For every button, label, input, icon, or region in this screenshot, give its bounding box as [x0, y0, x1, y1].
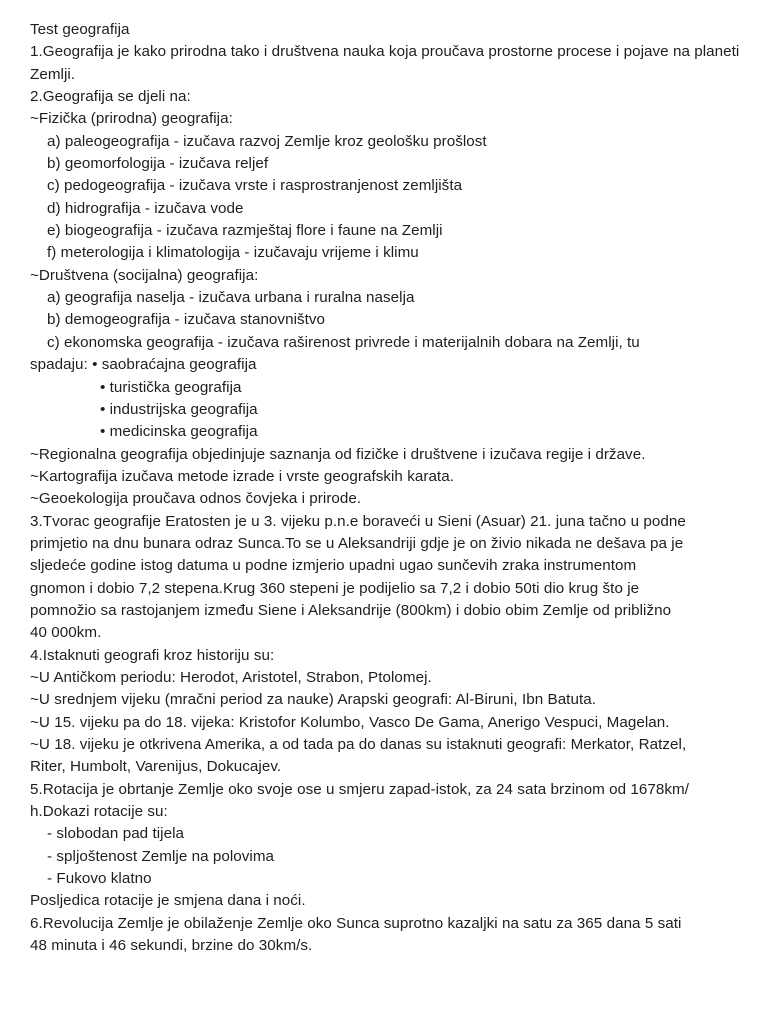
note-title: Test geografija: [30, 21, 130, 38]
physical-item: b) geomorfologija - izučava reljef: [47, 155, 269, 173]
question-4-intro: 4.Istaknuti geografi kroz historiju su:: [30, 646, 275, 664]
physical-item: a) paleogeografija - izučava razvoj Zemlje kroz geološku prošlost: [47, 132, 487, 150]
question-3-line: 3.Tvorac geografije Eratosten je u 3. vijeku p.n.e boraveći u Sieni (Asuar) 21. juna tačno u podne: [30, 512, 686, 530]
question-3-line: gnomon i dobio 7,2 stepena.Krug 360 stepeni je podijelio sa 7,2 i dobio 50ti dio krug što je: [30, 579, 640, 597]
other-branch: ~Geoekologija proučava odnos čovjeka i prirode.: [30, 490, 362, 508]
question-3-line: 40 000km.: [30, 624, 102, 642]
rotation-proof: - slobodan pad tijela: [47, 825, 184, 843]
bullet-item: • industrijska geografija: [100, 400, 258, 418]
question-4-line: ~U srednjem vijeku (mračni period za nauke) Arapski geografi: Al-Biruni, Ibn Batuta.: [30, 691, 596, 709]
question-1: 1.Geografija je kako prirodna tako i društvena nauka koja proučava prostorne procese i pojave na planeti Zemlji.: [30, 43, 740, 83]
social-item: a) geografija naselja - izučava urbana i ruralna naselja: [47, 289, 415, 307]
physical-item: c) pedogeografija - izučava vrste i rasprostranjenost zemljišta: [47, 177, 463, 195]
social-item: b) demogeografija - izučava stanovništvo: [47, 311, 326, 329]
social-item-c-continuation: [30, 354, 746, 376]
physical-item: f) meterologija i klimatologija - izučavaju vrijeme i klimu: [47, 244, 419, 262]
note-body[interactable]: [30, 19, 746, 957]
question-4-line: ~U Antičkom periodu: Herodot, Aristotel, Strabon, Ptolomej.: [30, 668, 432, 686]
question-3-line: primjetio na dnu bunara odraz Sunca.To se u Aleksandriji gdje je on živio nikada ne dešava pa je: [30, 534, 684, 552]
question-6-line: 6.Revolucija Zemlje je obilaženje Zemlje oko Sunca suprotno kazaljki na satu za 365 dana 5 sati: [30, 914, 682, 932]
physical-item: e) biogeografija - izučava razmještaj flore i faune na Zemlji: [47, 222, 443, 240]
rotation-consequence: Posljedica rotacije je smjena dana i noći.: [30, 892, 306, 910]
other-branch: ~Regionalna geografija objedinjuje saznanja od fizičke i društvene i izučava regije i države.: [30, 445, 646, 463]
physical-geography-heading: ~Fizička (prirodna) geografija:: [30, 110, 233, 128]
question-2-intro: 2.Geografija se djeli na:: [30, 88, 191, 106]
bullet-item: • saobraćajna geografija: [92, 356, 257, 374]
spadaju-label: spadaju:: [30, 356, 93, 374]
question-3-line: pomnožio sa rastojanjem između Siene i Aleksandrije (800km) i dobio obim Zemlje od približno: [30, 601, 672, 619]
rotation-proof: - spljoštenost Zemlje na polovima: [47, 847, 275, 865]
question-5-line: 5.Rotacija je obrtanje Zemlje oko svoje ose u smjeru zapad-istok, za 24 sata brzinom od 1678km/: [30, 780, 689, 798]
question-4-line: Riter, Humbolt, Varenijus, Dokucajev.: [30, 758, 282, 776]
social-item-c: c) ekonomska geografija - izučava raširenost privrede i materijalnih dobara na Zemlji, tu: [47, 333, 640, 351]
rotation-proof: - Fukovo klatno: [47, 870, 152, 888]
question-4-line: ~U 18. vijeku je otkrivena Amerika, a od tada pa do danas su istaknuti geografi: Merkator, Ratzel,: [30, 736, 687, 753]
bullet-item: • medicinska geografija: [100, 423, 258, 441]
question-5-line: h.Dokazi rotacije su:: [30, 803, 168, 821]
social-geography-heading: ~Društvena (socijalna) geografija:: [30, 266, 259, 284]
question-6-line: 48 minuta i 46 sekundi, brzine do 30km/s.: [30, 937, 313, 955]
bullet-item: • turistička geografija: [100, 378, 242, 396]
question-4-line: ~U 15. vijeku pa do 18. vijeka: Kristofor Kolumbo, Vasco De Gama, Anerigo Vespuci, Magelan.: [30, 713, 670, 731]
question-3-line: sljedeće godine istog datuma u podne izmjerio upadni ugao sunčevih zraka instrumentom: [30, 557, 637, 575]
physical-item: d) hidrografija - izučava vode: [47, 199, 244, 217]
other-branch: ~Kartografija izučava metode izrade i vrste geografskih karata.: [30, 467, 454, 485]
